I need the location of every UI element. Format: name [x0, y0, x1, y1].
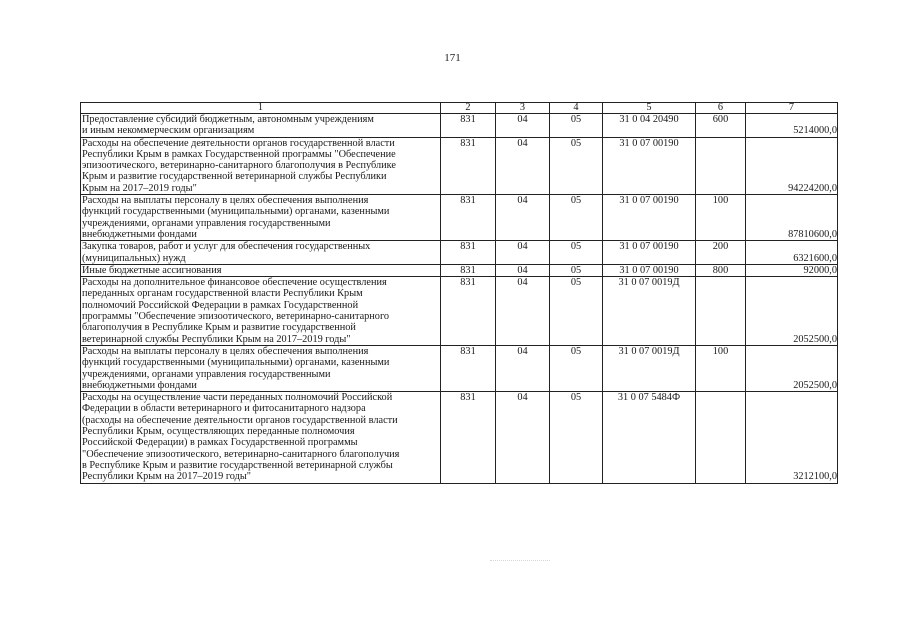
cell-code: 831	[441, 277, 496, 346]
cell-amount: 92000,0	[746, 264, 838, 276]
cell-subsection: 05	[550, 195, 603, 241]
cell-amount: 3212100,0	[746, 392, 838, 483]
header-cell: 6	[696, 103, 746, 114]
cell-expense-type	[696, 392, 746, 483]
cell-subsection: 05	[550, 137, 603, 194]
cell-subsection: 05	[550, 241, 603, 265]
cell-expense-type	[696, 277, 746, 346]
header-cell: 2	[441, 103, 496, 114]
cell-amount: 5214000,0	[746, 114, 838, 138]
cell-amount: 87810600,0	[746, 195, 838, 241]
cell-expense-type: 100	[696, 345, 746, 391]
scan-specks	[490, 560, 550, 562]
cell-amount: 2052500,0	[746, 277, 838, 346]
cell-section: 04	[496, 241, 550, 265]
table-row	[81, 241, 838, 265]
header-cell: 7	[746, 103, 838, 114]
cell-code: 831	[441, 264, 496, 276]
row-description: Расходы на дополнительное финансовое обеспечение осуществления переданных органам государственной власти Республики Крым полномочий Российской Федерации в рамках Государственной программы "Обеспечение эпизоотического, ветеринарно-санитарного благополучия в Республике Крым и развитие государственной ветеринарной службы Республики Крым на 2017–2019 годы"	[81, 277, 441, 346]
row-description: Расходы на осуществление части переданных полномочий Российской Федерации в области ветеринарного и фитосанитарного надзора (расходы на обеспечение деятельности органов государственной власти Республики Крым, осуществляющих переданные полномочия Российской Федерации) в рамках Государственной программы "Обеспечение эпизоотического, ветеринарно-санитарного благополучия в Республике Крым и развитие государственной ветеринарной службы Республики Крым на 2017–2019 годы"	[81, 392, 441, 483]
cell-expense-type: 100	[696, 195, 746, 241]
cell-subsection: 05	[550, 392, 603, 483]
cell-amount: 6321600,0	[746, 241, 838, 265]
cell-expense-type: 200	[696, 241, 746, 265]
table-header-row	[81, 103, 838, 114]
cell-section: 04	[496, 195, 550, 241]
cell-section: 04	[496, 277, 550, 346]
table-row	[81, 277, 838, 346]
cell-amount: 2052500,0	[746, 345, 838, 391]
table-row	[81, 137, 838, 194]
cell-target-item: 31 0 07 00190	[603, 241, 696, 265]
header-cell: 5	[603, 103, 696, 114]
cell-amount: 94224200,0	[746, 137, 838, 194]
cell-code: 831	[441, 195, 496, 241]
budget-table	[80, 102, 838, 484]
cell-section: 04	[496, 114, 550, 138]
cell-code: 831	[441, 241, 496, 265]
row-description: Расходы на выплаты персоналу в целях обеспечения выполнения функций государственными (муниципальными) органами, казенными учреждениями, органами управления государственными внебюджетными фондами	[81, 345, 441, 391]
page-number: 171	[444, 52, 461, 64]
table-row	[81, 114, 838, 138]
cell-target-item: 31 0 07 00190	[603, 137, 696, 194]
row-description: Предоставление субсидий бюджетным, автономным учреждениям и иным некоммерческим организациям	[81, 114, 441, 138]
cell-section: 04	[496, 345, 550, 391]
table-row	[81, 195, 838, 241]
row-description: Закупка товаров, работ и услуг для обеспечения государственных (муниципальных) нужд	[81, 241, 441, 265]
cell-target-item: 31 0 07 0019Д	[603, 277, 696, 346]
cell-code: 831	[441, 392, 496, 483]
cell-expense-type	[696, 137, 746, 194]
cell-expense-type: 800	[696, 264, 746, 276]
row-description: Расходы на выплаты персоналу в целях обеспечения выполнения функций государственными (муниципальными) органами, казенными учреждениями, органами управления государственными внебюджетными фондами	[81, 195, 441, 241]
cell-subsection: 05	[550, 345, 603, 391]
header-cell: 1	[81, 103, 441, 114]
cell-section: 04	[496, 392, 550, 483]
header-cell: 4	[550, 103, 603, 114]
table-row	[81, 264, 838, 276]
table-row	[81, 392, 838, 483]
cell-section: 04	[496, 137, 550, 194]
header-cell: 3	[496, 103, 550, 114]
cell-subsection: 05	[550, 277, 603, 346]
cell-target-item: 31 0 07 5484Ф	[603, 392, 696, 483]
cell-target-item: 31 0 07 0019Д	[603, 345, 696, 391]
cell-subsection: 05	[550, 264, 603, 276]
row-description: Расходы на обеспечение деятельности органов государственной власти Республики Крым в рамках Государственной программы "Обеспечение эпизоотического, ветеринарно-санитарного благополучия в Республике Крым и развитие государственной ветеринарной службы Республики Крым на 2017–2019 годы"	[81, 137, 441, 194]
cell-section: 04	[496, 264, 550, 276]
table-row	[81, 345, 838, 391]
cell-target-item: 31 0 04 20490	[603, 114, 696, 138]
cell-target-item: 31 0 07 00190	[603, 264, 696, 276]
cell-code: 831	[441, 345, 496, 391]
cell-expense-type: 600	[696, 114, 746, 138]
cell-code: 831	[441, 114, 496, 138]
cell-target-item: 31 0 07 00190	[603, 195, 696, 241]
cell-code: 831	[441, 137, 496, 194]
row-description: Иные бюджетные ассигнования	[81, 264, 441, 276]
cell-subsection: 05	[550, 114, 603, 138]
